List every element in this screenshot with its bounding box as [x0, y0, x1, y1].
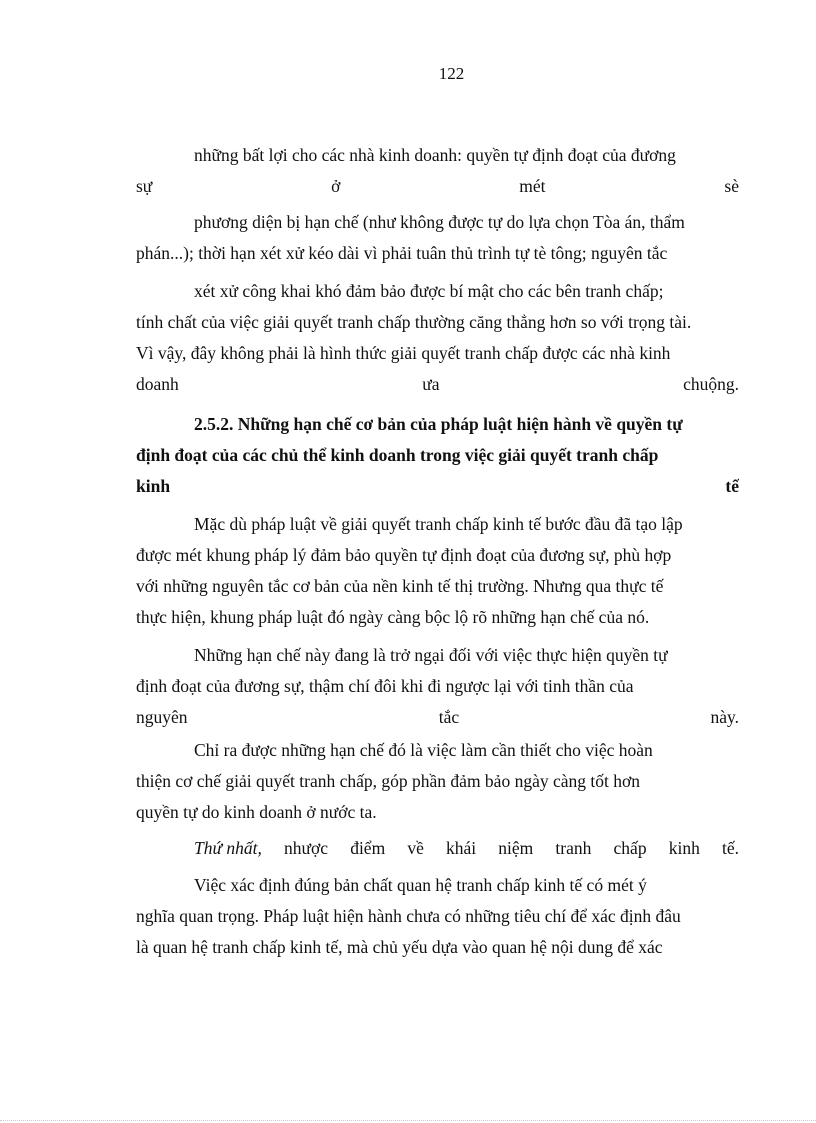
word-emphasis: Thứ nhất,	[194, 838, 262, 858]
text-line: nghĩa quan trọng. Pháp luật hiện hành chưa có những tiêu chí để xác định đâu	[136, 906, 681, 926]
word: tế	[725, 476, 739, 496]
paragraph-4	[136, 640, 739, 733]
heading-line: định đoạt của các chủ thể kinh doanh trong việc giải quyết tranh chấp	[136, 445, 659, 465]
word: nhược	[284, 838, 329, 858]
text-line: những bất lợi cho các nhà kinh doanh: quyền tự định đoạt của đương	[194, 145, 676, 165]
text-line-justified	[136, 171, 739, 202]
paragraph-1	[136, 140, 739, 202]
word: mét	[519, 176, 546, 196]
text-line: phương diện bị hạn chế (như không được tự do lựa chọn Tòa án, thẩm	[194, 212, 685, 232]
text-line: Vì vậy, đây không phải là hình thức giải quyết tranh chấp được các nhà kinh	[136, 343, 671, 363]
text-line: Chỉ ra được những hạn chế đó là việc làm cần thiết cho việc hoàn	[194, 740, 653, 760]
paragraph-6	[136, 833, 739, 864]
text-line: quyền tự do kinh doanh ở nước ta.	[136, 802, 377, 822]
word: nguyên	[136, 707, 188, 727]
word: sự	[136, 176, 153, 196]
paragraph-3	[136, 509, 739, 633]
text-line: với những nguyên tắc cơ bản của nền kinh tế thị trường. Nhưng qua thực tế	[136, 576, 664, 596]
paragraph-2	[136, 276, 739, 400]
word: sè	[724, 176, 739, 196]
word: điểm	[350, 838, 386, 858]
text-line: Việc xác định đúng bản chất quan hệ tranh chấp kinh tế có mét ý	[194, 875, 647, 895]
word: về	[407, 838, 424, 858]
text-line: thiện cơ chế giải quyết tranh chấp, góp phần đảm bảo ngày càng tốt hơn	[136, 771, 640, 791]
word: niệm	[498, 838, 534, 858]
word: chuộng.	[683, 374, 739, 394]
word: chấp	[613, 838, 647, 858]
text-line: định đoạt của đương sự, thậm chí đôi khi đi ngược lại với tinh thần của	[136, 676, 634, 696]
word: tắc	[438, 707, 460, 727]
page-bottom-divider	[0, 1120, 816, 1121]
text-line-justified	[136, 369, 739, 400]
word: này.	[710, 707, 739, 727]
word: khái	[446, 838, 477, 858]
text-line-justified	[136, 702, 739, 733]
word: kinh	[668, 838, 700, 858]
text-line: được mét khung pháp lý đảm bảo quyền tự định đoạt của đương sự, phù hợp	[136, 545, 672, 565]
word: ở	[331, 176, 341, 196]
text-line: xét xử công khai khó đảm bảo được bí mật cho các bên tranh chấp;	[194, 281, 664, 301]
word: doanh	[136, 374, 179, 394]
text-line: tính chất của việc giải quyết tranh chấp thường căng thẳng hơn so với trọng tài.	[136, 312, 692, 332]
section-heading	[136, 409, 739, 502]
word: ưa	[422, 374, 440, 394]
heading-line: 2.5.2. Những hạn chế cơ bản của pháp luật hiện hành về quyền tự	[194, 414, 683, 434]
paragraph-1-cont	[136, 207, 739, 269]
text-line: thực hiện, khung pháp luật đó ngày càng bộc lộ rõ những hạn chế của nó.	[136, 607, 650, 627]
paragraph-5	[136, 735, 739, 828]
word: tế.	[721, 838, 739, 858]
paragraph-7	[136, 870, 739, 963]
text-line: phán...); thời hạn xét xử kéo dài vì phải tuân thủ trình tự tè tông; nguyên tắc	[136, 243, 668, 263]
word: kinh	[136, 476, 171, 496]
page-number: 122	[438, 64, 465, 83]
text-line: Mặc dù pháp luật về giải quyết tranh chấp kinh tế bước đầu đã tạo lập	[194, 514, 683, 534]
word: tranh	[555, 838, 592, 858]
text-line-justified	[136, 833, 739, 864]
text-line: Những hạn chế này đang là trở ngại đối với việc thực hiện quyền tự	[194, 645, 668, 665]
text-line: là quan hệ tranh chấp kinh tế, mà chủ yếu dựa vào quan hệ nội dung để xác	[136, 937, 663, 957]
heading-line-justified	[136, 471, 739, 502]
